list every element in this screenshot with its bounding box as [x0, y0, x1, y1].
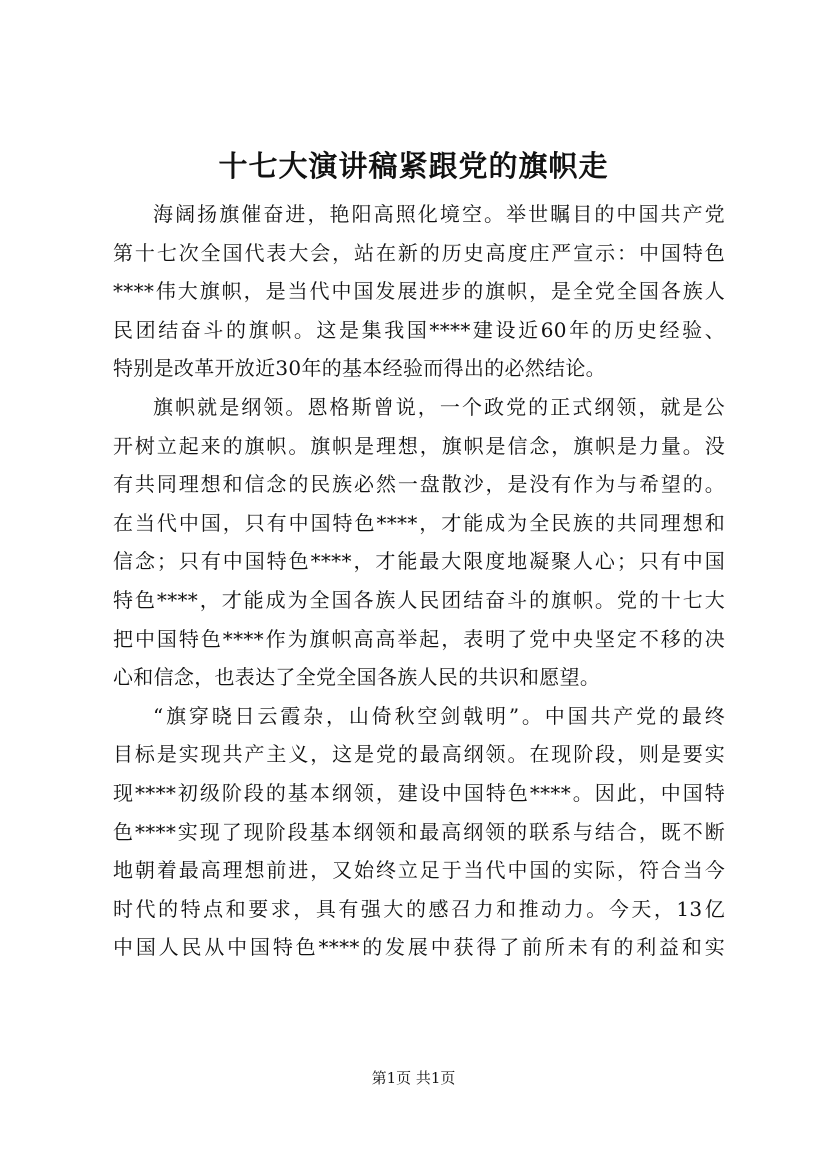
paragraph-2-line-6: 特色****，才能成为全国各族人民团结奋斗的旗帜。党的十七大	[113, 587, 725, 612]
page-footer: 第1页 共1页	[371, 1069, 456, 1087]
paragraph-1-line-4: 民团结奋斗的旗帜。这是集我国****建设近60年的历史经验、	[113, 317, 725, 342]
document-body	[113, 195, 725, 967]
paragraph-3-line-4: 色****实现了现阶段基本纲领和最高纲领的联系与结合，既不断	[113, 819, 725, 844]
paragraph-3-line-6: 时代的特点和要求，具有强大的感召力和推动力。今天，13亿	[113, 896, 725, 921]
paragraph-1-line-5: 特别是改革开放近30年的基本经验而得出的必然结论。	[113, 356, 606, 381]
paragraph-1-line-2: 第十七次全国代表大会，站在新的历史高度庄严宣示：中国特色	[113, 240, 725, 265]
paragraph-1-line-3: ****伟大旗帜，是当代中国发展进步的旗帜，是全党全国各族人	[113, 279, 725, 304]
paragraph-2-line-8: 心和信念，也表达了全党全国各族人民的共识和愿望。	[113, 665, 601, 690]
paragraph-3-line-5: 地朝着最高理想前进，又始终立足于当代中国的实际，符合当今	[113, 858, 725, 883]
paragraph-3-line-2: 目标是实现共产主义，这是党的最高纲领。在现阶段，则是要实	[113, 742, 725, 767]
paragraph-2-line-2: 开树立起来的旗帜。旗帜是理想，旗帜是信念，旗帜是力量。没	[113, 433, 725, 458]
paragraph-3-line-1: “旗穿晓日云霞杂，山倚秋空剑戟明”。中国共产党的最终	[153, 703, 725, 728]
paragraph-2-line-4: 在当代中国，只有中国特色****，才能成为全民族的共同理想和	[113, 510, 725, 535]
paragraph-2-line-3: 有共同理想和信念的民族必然一盘散沙，是没有作为与希望的。	[113, 472, 725, 497]
paragraph-2-line-7: 把中国特色****作为旗帜高高举起，表明了党中央坚定不移的决	[113, 626, 725, 651]
paragraph-2-line-1: 旗帜就是纲领。恩格斯曾说，一个政党的正式纲领，就是公	[153, 394, 725, 419]
paragraph-1-line-1: 海阔扬旗催奋进，艳阳高照化境空。举世瞩目的中国共产党	[153, 202, 725, 226]
paragraph-3-line-7: 中国人民从中国特色****的发展中获得了前所未有的利益和实	[113, 935, 725, 960]
paragraph-2-line-5: 信念；只有中国特色****，才能最大限度地凝聚人心；只有中国	[113, 549, 725, 574]
paragraph-3-line-3: 现****初级阶段的基本纲领，建设中国特色****。因此，中国特	[113, 780, 725, 805]
document-title: 十七大演讲稿紧跟党的旗帜走	[218, 149, 609, 183]
